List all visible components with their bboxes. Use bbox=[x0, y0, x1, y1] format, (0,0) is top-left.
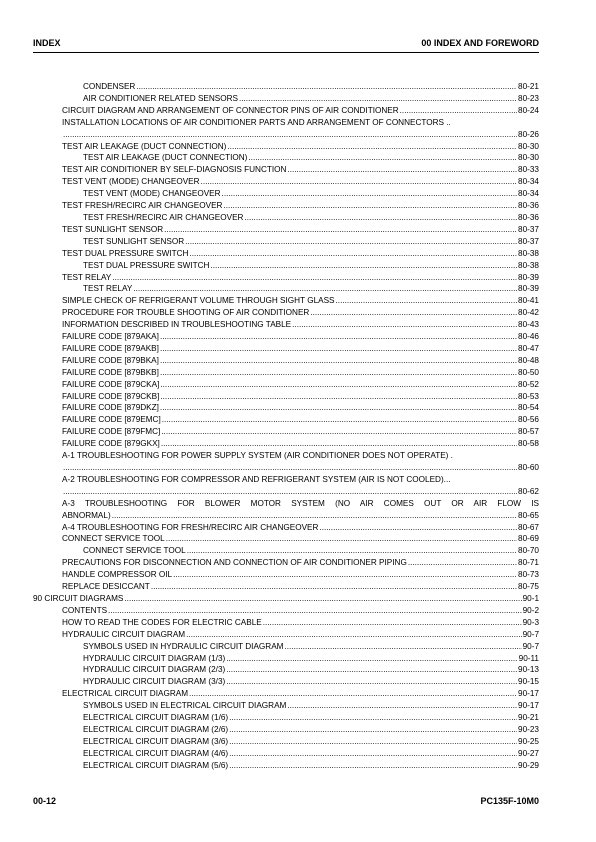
toc-entry[interactable] bbox=[33, 641, 539, 653]
toc-entry-title: PRECAUTIONS FOR DISCONNECTION AND CONNECTION OF AIR CONDITIONER PIPING bbox=[62, 558, 407, 568]
toc-entry-page: 90-29 bbox=[518, 760, 539, 770]
dot-leader bbox=[112, 510, 517, 522]
toc-entry-page: 80-38 bbox=[518, 248, 539, 258]
toc-entry-title: HANDLE COMPRESSOR OIL bbox=[62, 570, 173, 580]
dot-leader bbox=[229, 724, 517, 736]
dot-leader bbox=[292, 319, 517, 331]
toc-entry-page: 80-39 bbox=[518, 272, 539, 282]
toc-entry[interactable] bbox=[33, 533, 539, 545]
toc-entry-title: TEST SUNLIGHT SENSOR bbox=[83, 236, 185, 246]
dot-leader bbox=[248, 152, 517, 164]
toc-entry-page: 80-30 bbox=[518, 153, 539, 163]
dot-leader bbox=[185, 236, 517, 248]
toc-entry-page: 80-57 bbox=[518, 427, 539, 437]
toc-entry[interactable] bbox=[33, 426, 539, 438]
toc-entry-page: 80-69 bbox=[518, 534, 539, 544]
toc-entry[interactable] bbox=[33, 557, 539, 569]
toc-entry-title: INFORMATION DESCRIBED IN TROUBLESHOOTING TABLE bbox=[62, 320, 292, 330]
toc-entry-leader[interactable] bbox=[33, 486, 539, 498]
dot-leader bbox=[160, 331, 517, 343]
toc-entry-title: FAILURE CODE [879CKA] bbox=[62, 379, 160, 389]
toc-entry[interactable] bbox=[33, 248, 539, 260]
toc-entry[interactable] bbox=[33, 688, 539, 700]
toc-entry-page: 80-37 bbox=[518, 224, 539, 234]
toc-entry-page: 80-73 bbox=[518, 570, 539, 580]
toc-entry-page: 80-70 bbox=[518, 546, 539, 556]
dot-leader bbox=[136, 81, 517, 93]
toc-entry[interactable] bbox=[33, 260, 539, 272]
toc-entry-title: CONNECT SERVICE TOOL bbox=[83, 546, 186, 556]
dot-leader bbox=[160, 391, 517, 403]
dot-leader bbox=[408, 557, 517, 569]
dot-leader bbox=[124, 593, 521, 605]
toc-entry[interactable] bbox=[33, 93, 539, 105]
toc-entry-page: 80-37 bbox=[518, 236, 539, 246]
dot-leader bbox=[229, 748, 517, 760]
toc-entry-page: 80-50 bbox=[518, 367, 539, 377]
toc-entry[interactable] bbox=[33, 176, 539, 188]
toc-entry-title: FAILURE CODE [879BKB] bbox=[62, 367, 159, 377]
toc-entry[interactable] bbox=[33, 307, 539, 319]
toc-entry-title: INSTALLATION LOCATIONS OF AIR CONDITIONER PARTS AND ARRANGEMENT OF CONNECTORS .. bbox=[62, 117, 451, 127]
toc-entry[interactable] bbox=[33, 343, 539, 355]
toc-entry-page: 80-43 bbox=[518, 320, 539, 330]
toc-entry-title: A-1 TROUBLESHOOTING FOR POWER SUPPLY SYSTEM (AIR CONDITIONER DOES NOT OPERATE) . bbox=[62, 451, 453, 461]
toc-entry-page: 80-30 bbox=[518, 141, 539, 151]
toc-entry-title: HOW TO READ THE CODES FOR ELECTRIC CABLE bbox=[62, 617, 262, 627]
toc-entry-page: 80-33 bbox=[518, 165, 539, 175]
toc-entry-title: FAILURE CODE [879FMC] bbox=[62, 427, 161, 437]
dot-leader bbox=[229, 712, 517, 724]
toc-entry-title: TEST AIR LEAKAGE (DUCT CONNECTION) bbox=[62, 141, 227, 151]
toc-entry[interactable] bbox=[33, 402, 539, 414]
toc-entry-page: 80-39 bbox=[518, 284, 539, 294]
dot-leader bbox=[287, 700, 517, 712]
dot-leader bbox=[166, 533, 517, 545]
toc-entry-continuation[interactable] bbox=[33, 510, 539, 522]
toc-entry[interactable] bbox=[33, 212, 539, 224]
toc-entry-page: 80-62 bbox=[518, 486, 539, 496]
toc-entry-title: TEST RELAY bbox=[83, 284, 133, 294]
toc-entry[interactable] bbox=[33, 736, 539, 748]
page-header bbox=[33, 36, 539, 53]
toc-entry[interactable] bbox=[33, 569, 539, 581]
dot-leader bbox=[229, 736, 517, 748]
toc-entry[interactable] bbox=[33, 391, 539, 403]
dot-leader bbox=[161, 426, 517, 438]
toc-entry-page: 90-11 bbox=[518, 653, 539, 663]
dot-leader bbox=[108, 605, 522, 617]
toc-entry-title: HYDRAULIC CIRCUIT DIAGRAM (3/3) bbox=[83, 677, 226, 687]
toc-entry-title: TEST AIR CONDITIONER BY SELF-DIAGNOSIS FUNCTION bbox=[62, 165, 287, 175]
toc-entry[interactable] bbox=[33, 629, 539, 641]
dot-leader bbox=[112, 272, 517, 284]
toc-entry-page: 90-13 bbox=[518, 665, 539, 675]
dot-leader bbox=[226, 676, 517, 688]
toc-entry-page: 80-56 bbox=[518, 415, 539, 425]
toc-entry[interactable] bbox=[33, 188, 539, 200]
toc-entry-title: TEST RELAY bbox=[62, 272, 112, 282]
toc-entry-page: 90-15 bbox=[518, 677, 539, 687]
toc-entry-title: SIMPLE CHECK OF REFRIGERANT VOLUME THROUGH SIGHT GLASS bbox=[62, 296, 335, 306]
dot-leader bbox=[187, 545, 517, 557]
dot-leader bbox=[160, 343, 517, 355]
toc-entry-page: 90-17 bbox=[518, 701, 539, 711]
toc-entry-leader[interactable] bbox=[33, 462, 539, 474]
model-number: PC135F-10M0 bbox=[480, 796, 539, 806]
toc-entry-page: 80-38 bbox=[518, 260, 539, 270]
toc-entry-page: 80-21 bbox=[518, 82, 539, 91]
toc-entry-page: 80-36 bbox=[518, 201, 539, 211]
toc-entry[interactable] bbox=[33, 545, 539, 557]
toc-entry[interactable] bbox=[33, 141, 539, 153]
toc-entry[interactable] bbox=[33, 438, 539, 450]
toc-entry-page: 90-21 bbox=[518, 713, 539, 723]
toc-entry-page: 90-7 bbox=[522, 641, 539, 651]
toc-entry[interactable] bbox=[33, 319, 539, 331]
toc-entry[interactable] bbox=[33, 81, 539, 93]
toc-entry[interactable] bbox=[33, 653, 539, 665]
toc-entry-title: REPLACE DESICCANT bbox=[62, 582, 150, 592]
toc-entry-page: 80-60 bbox=[518, 463, 539, 472]
toc-entry-title: TEST FRESH/RECIRC AIR CHANGEOVER bbox=[62, 201, 223, 211]
toc-entry[interactable] bbox=[33, 355, 539, 367]
toc-entry-page: 80-52 bbox=[518, 379, 539, 389]
toc-entry-page: 80-41 bbox=[518, 296, 539, 306]
toc-entry[interactable] bbox=[33, 224, 539, 236]
dot-leader bbox=[133, 283, 517, 295]
toc-entry-title: A-2 TROUBLESHOOTING FOR COMPRESSOR AND REFRIGERANT SYSTEM (AIR IS NOT COOLED)... bbox=[62, 474, 451, 484]
toc-entry[interactable] bbox=[33, 164, 539, 176]
dot-leader bbox=[287, 164, 517, 176]
dot-leader bbox=[210, 260, 517, 272]
toc-entry[interactable] bbox=[33, 236, 539, 248]
toc-entry[interactable] bbox=[33, 272, 539, 284]
toc-entry-title: FAILURE CODE [879BKA] bbox=[62, 355, 159, 365]
dot-leader bbox=[226, 664, 517, 676]
toc-entry-page: 90-7 bbox=[522, 629, 539, 639]
toc-chapter[interactable] bbox=[33, 593, 539, 605]
dot-leader bbox=[222, 188, 518, 200]
toc-entry[interactable] bbox=[33, 379, 539, 391]
dot-leader bbox=[336, 295, 518, 307]
toc-entry-title: FAILURE CODE [879DKZ] bbox=[62, 403, 159, 413]
dot-leader bbox=[189, 248, 517, 260]
toc-entry-title: FAILURE CODE [879AKB] bbox=[62, 343, 159, 353]
dot-leader bbox=[263, 617, 522, 629]
toc-entry[interactable] bbox=[33, 414, 539, 426]
dot-leader bbox=[173, 569, 517, 581]
toc-entry-page: 80-42 bbox=[518, 308, 539, 318]
toc-entry-title: ELECTRICAL CIRCUIT DIAGRAM (1/6) bbox=[83, 713, 229, 723]
toc-entry-title: HYDRAULIC CIRCUIT DIAGRAM (2/3) bbox=[83, 665, 226, 675]
toc-entry-page: 80-65 bbox=[518, 510, 539, 520]
toc-entry-page: 80-24 bbox=[518, 105, 539, 115]
toc-entry[interactable] bbox=[33, 450, 539, 462]
toc-entry-page: 90-1 bbox=[522, 593, 539, 603]
toc-entry-title: ELECTRICAL CIRCUIT DIAGRAM (3/6) bbox=[83, 736, 229, 746]
toc-entry[interactable] bbox=[33, 700, 539, 712]
toc-entry[interactable] bbox=[33, 498, 539, 510]
toc-entry-title: CONDENSER bbox=[83, 82, 136, 91]
toc-entry[interactable] bbox=[33, 117, 539, 129]
dot-leader bbox=[160, 402, 517, 414]
dot-leader bbox=[319, 522, 517, 534]
toc-entry-title: CIRCUIT DIAGRAM AND ARRANGEMENT OF CONNECTOR PINS OF AIR CONDITIONER bbox=[62, 105, 399, 115]
toc-entry[interactable] bbox=[33, 760, 539, 772]
toc-entry-page: 80-58 bbox=[518, 439, 539, 449]
toc-entry-title: HYDRAULIC CIRCUIT DIAGRAM (1/3) bbox=[83, 653, 226, 663]
dot-leader bbox=[244, 212, 517, 224]
toc-entry-title: TEST FRESH/RECIRC AIR CHANGEOVER bbox=[83, 212, 244, 222]
toc-entry-page: 90-17 bbox=[518, 689, 539, 699]
toc-entry-page: 80-36 bbox=[518, 212, 539, 222]
dot-leader bbox=[201, 176, 518, 188]
toc-entry-title: ELECTRICAL CIRCUIT DIAGRAM (4/6) bbox=[83, 748, 229, 758]
toc-entry-title: 90 CIRCUIT DIAGRAMS bbox=[33, 593, 124, 603]
dot-leader bbox=[161, 438, 517, 450]
toc-entry-title: ELECTRICAL CIRCUIT DIAGRAM (2/6) bbox=[83, 724, 229, 734]
toc-entry-page: 90-3 bbox=[522, 617, 539, 627]
toc-entry-title: TEST AIR LEAKAGE (DUCT CONNECTION) bbox=[83, 153, 248, 163]
toc-entry-title: FAILURE CODE [879GKX] bbox=[62, 439, 160, 449]
toc-entry-page: 90-25 bbox=[518, 736, 539, 746]
toc-entry[interactable] bbox=[33, 522, 539, 534]
toc-entry[interactable] bbox=[33, 474, 539, 486]
dot-leader bbox=[63, 462, 517, 474]
toc-entry-title: ELECTRICAL CIRCUIT DIAGRAM (5/6) bbox=[83, 760, 229, 770]
dot-leader bbox=[227, 141, 517, 153]
dot-leader bbox=[160, 355, 517, 367]
toc-entry-title: A-3 TROUBLESHOOTING FOR BLOWER MOTOR SYSTEM (NO AIR COMES OUT OR AIR FLOW IS bbox=[62, 498, 539, 508]
toc-entry[interactable] bbox=[33, 581, 539, 593]
toc-entry-page: 90-27 bbox=[518, 748, 539, 758]
dot-leader bbox=[164, 224, 517, 236]
toc-entry[interactable] bbox=[33, 617, 539, 629]
dot-leader bbox=[310, 307, 517, 319]
toc-entry-page: 80-75 bbox=[518, 582, 539, 592]
toc-entry[interactable] bbox=[33, 295, 539, 307]
dot-leader bbox=[160, 379, 517, 391]
toc-entry-title: ELECTRICAL CIRCUIT DIAGRAM bbox=[62, 689, 189, 699]
dot-leader bbox=[223, 200, 517, 212]
toc-entry-title: FAILURE CODE [879CKB] bbox=[62, 391, 160, 401]
toc-entry-title-cont: ABNORMAL) bbox=[62, 510, 111, 520]
toc-entry-title: FAILURE CODE [879EMC] bbox=[62, 415, 161, 425]
dot-leader bbox=[186, 629, 521, 641]
dot-leader bbox=[151, 581, 517, 593]
header-chapter-title: 00 INDEX AND FOREWORD bbox=[421, 38, 539, 48]
dot-leader bbox=[239, 93, 517, 105]
dot-leader bbox=[63, 129, 517, 141]
dot-leader bbox=[284, 641, 521, 653]
toc-entry-title: A-4 TROUBLESHOOTING FOR FRESH/RECIRC AIR CHANGEOVER bbox=[62, 522, 319, 532]
dot-leader bbox=[226, 653, 517, 665]
toc-entry[interactable] bbox=[33, 676, 539, 688]
page-number: 00-12 bbox=[33, 796, 57, 806]
dot-leader bbox=[229, 760, 517, 772]
header-section-label: INDEX bbox=[33, 38, 61, 48]
toc-entry-title: TEST VENT (MODE) CHANGEOVER bbox=[83, 189, 221, 199]
toc-entry-page: 80-67 bbox=[518, 522, 539, 532]
toc-entry-title: TEST DUAL PRESSURE SWITCH bbox=[83, 260, 210, 270]
toc-entry[interactable] bbox=[33, 152, 539, 164]
toc-entry-title: TEST VENT (MODE) CHANGEOVER bbox=[62, 177, 200, 187]
toc-entry[interactable] bbox=[33, 105, 539, 117]
toc-entry-page: 80-26 bbox=[518, 129, 539, 139]
toc-entry-title: AIR CONDITIONER RELATED SENSORS bbox=[83, 93, 238, 103]
toc-entry-page: 80-71 bbox=[518, 558, 539, 568]
dot-leader bbox=[400, 105, 517, 117]
dot-leader bbox=[63, 486, 517, 498]
toc-entry-title: TEST SUNLIGHT SENSOR bbox=[62, 224, 164, 234]
toc-entry-title: FAILURE CODE [879AKA] bbox=[62, 332, 159, 342]
toc-entry-page: 90-2 bbox=[522, 605, 539, 615]
toc-entry[interactable] bbox=[33, 283, 539, 295]
toc-entry-title: PROCEDURE FOR TROUBLE SHOOTING OF AIR CONDITIONER bbox=[62, 308, 310, 318]
toc-entry-leader[interactable] bbox=[33, 129, 539, 141]
toc-entry[interactable] bbox=[33, 605, 539, 617]
toc-entry-page: 80-34 bbox=[518, 177, 539, 187]
toc-entry[interactable] bbox=[33, 200, 539, 212]
toc-entry-page: 80-34 bbox=[518, 189, 539, 199]
toc-entry[interactable] bbox=[33, 748, 539, 760]
toc-entry-page: 80-48 bbox=[518, 355, 539, 365]
toc-entry-title: TEST DUAL PRESSURE SWITCH bbox=[62, 248, 189, 258]
dot-leader bbox=[160, 367, 517, 379]
toc-entry-page: 80-53 bbox=[518, 391, 539, 401]
toc-entry-page: 90-23 bbox=[518, 724, 539, 734]
toc-entry[interactable] bbox=[33, 664, 539, 676]
toc-entry-title: SYMBOLS USED IN ELECTRICAL CIRCUIT DIAGRAM bbox=[83, 701, 287, 711]
toc-entry-title: SYMBOLS USED IN HYDRAULIC CIRCUIT DIAGRAM bbox=[83, 641, 284, 651]
toc-entry-title: CONNECT SERVICE TOOL bbox=[62, 534, 165, 544]
dot-leader bbox=[189, 688, 517, 700]
toc-entry[interactable] bbox=[33, 331, 539, 343]
toc-entry-page: 80-46 bbox=[518, 332, 539, 342]
toc-entry[interactable] bbox=[33, 367, 539, 379]
toc-entry-page: 80-23 bbox=[518, 93, 539, 103]
toc-entry-page: 80-54 bbox=[518, 403, 539, 413]
dot-leader bbox=[162, 414, 517, 426]
toc-entry-title: HYDRAULIC CIRCUIT DIAGRAM bbox=[62, 629, 186, 639]
table-of-contents bbox=[33, 81, 539, 772]
toc-entry-title: CONTENTS bbox=[62, 605, 108, 615]
toc-entry[interactable] bbox=[33, 712, 539, 724]
toc-entry-page: 80-47 bbox=[518, 343, 539, 353]
toc-entry[interactable] bbox=[33, 724, 539, 736]
